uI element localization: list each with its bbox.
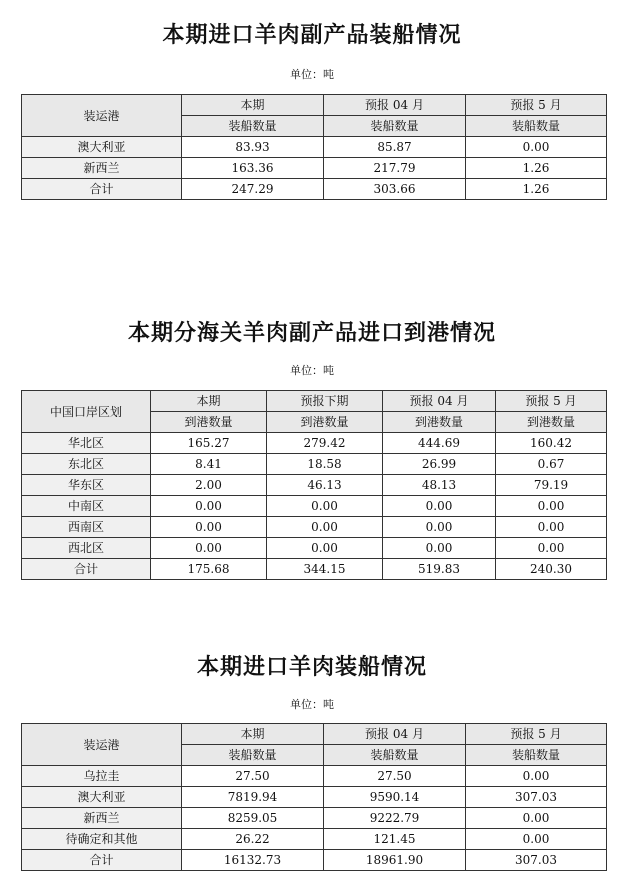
cell: 247.29 — [182, 179, 324, 200]
group-header: 本期 — [182, 724, 324, 745]
mutton-shipment-table — [21, 723, 607, 871]
section3-unit: 单位：吨 — [290, 698, 334, 711]
cell: 279.42 — [267, 433, 383, 454]
cell: 9222.79 — [324, 808, 466, 829]
cell: 0.00 — [496, 517, 607, 538]
cell: 0.00 — [466, 829, 607, 850]
cell: 83.93 — [182, 137, 324, 158]
cell: 27.50 — [182, 766, 324, 787]
row-label: 华东区 — [22, 475, 151, 496]
cell: 79.19 — [496, 475, 607, 496]
sub-header: 装船数量 — [324, 745, 466, 766]
table-row — [22, 137, 607, 158]
row-label: 华北区 — [22, 433, 151, 454]
row-label: 澳大利亚 — [22, 137, 182, 158]
table-row — [22, 454, 607, 475]
cell: 0.00 — [466, 766, 607, 787]
cell: 0.00 — [267, 538, 383, 559]
cell: 165.27 — [151, 433, 267, 454]
sub-header: 装船数量 — [182, 745, 324, 766]
cell: 18.58 — [267, 454, 383, 475]
cell: 2.00 — [151, 475, 267, 496]
group-header: 本期 — [182, 95, 324, 116]
group-header: 预报下期 — [267, 391, 383, 412]
cell: 240.30 — [496, 559, 607, 580]
cell: 26.99 — [383, 454, 496, 475]
cell: 27.50 — [324, 766, 466, 787]
row-label: 东北区 — [22, 454, 151, 475]
table-row — [22, 475, 607, 496]
cell: 26.22 — [182, 829, 324, 850]
arrival-by-customs-table — [21, 390, 607, 580]
sub-header: 装船数量 — [182, 116, 324, 137]
section2-unit: 单位：吨 — [290, 364, 334, 377]
corner-header: 装运港 — [22, 95, 182, 137]
group-header: 预报 04 月 — [383, 391, 496, 412]
table-row — [22, 496, 607, 517]
row-label: 新西兰 — [22, 808, 182, 829]
cell: 0.00 — [496, 538, 607, 559]
cell: 519.83 — [383, 559, 496, 580]
sub-header: 装船数量 — [466, 116, 607, 137]
group-header: 预报 04 月 — [324, 724, 466, 745]
row-label: 合计 — [22, 179, 182, 200]
cell: 303.66 — [324, 179, 466, 200]
table-row-total — [22, 850, 607, 871]
table-row — [22, 517, 607, 538]
table-header-row — [22, 724, 607, 745]
sub-header: 到港数量 — [496, 412, 607, 433]
cell: 1.26 — [466, 179, 607, 200]
table-row — [22, 158, 607, 179]
sub-header: 到港数量 — [151, 412, 267, 433]
cell: 0.00 — [466, 808, 607, 829]
section3-title: 本期进口羊肉装船情况 — [196, 655, 427, 680]
cell: 0.00 — [267, 517, 383, 538]
cell: 0.00 — [267, 496, 383, 517]
cell: 0.00 — [151, 538, 267, 559]
table-row — [22, 829, 607, 850]
sub-header: 到港数量 — [267, 412, 383, 433]
group-header: 预报 04 月 — [324, 95, 466, 116]
cell: 8.41 — [151, 454, 267, 475]
section1-title: 本期进口羊肉副产品装船情况 — [162, 23, 462, 48]
sub-header: 装船数量 — [324, 116, 466, 137]
sub-header: 装船数量 — [466, 745, 607, 766]
table-row — [22, 808, 607, 829]
cell: 18961.90 — [324, 850, 466, 871]
cell: 217.79 — [324, 158, 466, 179]
row-label: 待确定和其他 — [22, 829, 182, 850]
cell: 344.15 — [267, 559, 383, 580]
cell: 160.42 — [496, 433, 607, 454]
cell: 307.03 — [466, 850, 607, 871]
cell: 0.67 — [496, 454, 607, 475]
cell: 0.00 — [383, 496, 496, 517]
cell: 8259.05 — [182, 808, 324, 829]
row-label: 西南区 — [22, 517, 151, 538]
group-header: 预报 5 月 — [466, 95, 607, 116]
cell: 0.00 — [151, 496, 267, 517]
table-row — [22, 766, 607, 787]
row-label: 乌拉圭 — [22, 766, 182, 787]
cell: 0.00 — [383, 538, 496, 559]
corner-header: 装运港 — [22, 724, 182, 766]
row-label: 合计 — [22, 559, 151, 580]
cell: 0.00 — [151, 517, 267, 538]
table-row-total — [22, 179, 607, 200]
corner-header: 中国口岸区划 — [22, 391, 151, 433]
cell: 85.87 — [324, 137, 466, 158]
row-label: 新西兰 — [22, 158, 182, 179]
group-header: 本期 — [151, 391, 267, 412]
row-label: 中南区 — [22, 496, 151, 517]
section2-title: 本期分海关羊肉副产品进口到港情况 — [127, 321, 496, 346]
table-row — [22, 538, 607, 559]
cell: 1.26 — [466, 158, 607, 179]
cell: 175.68 — [151, 559, 267, 580]
table-row-total — [22, 559, 607, 580]
cell: 444.69 — [383, 433, 496, 454]
cell: 48.13 — [383, 475, 496, 496]
table-header-row — [22, 391, 607, 412]
cell: 307.03 — [466, 787, 607, 808]
table-row — [22, 433, 607, 454]
cell: 163.36 — [182, 158, 324, 179]
cell: 0.00 — [496, 496, 607, 517]
group-header: 预报 5 月 — [496, 391, 607, 412]
cell: 0.00 — [466, 137, 607, 158]
cell: 121.45 — [324, 829, 466, 850]
cell: 9590.14 — [324, 787, 466, 808]
table-header-row — [22, 95, 607, 116]
sub-header: 到港数量 — [383, 412, 496, 433]
cell: 0.00 — [383, 517, 496, 538]
row-label: 合计 — [22, 850, 182, 871]
group-header: 预报 5 月 — [466, 724, 607, 745]
section1-unit: 单位：吨 — [290, 68, 334, 81]
cell: 7819.94 — [182, 787, 324, 808]
row-label: 西北区 — [22, 538, 151, 559]
table-row — [22, 787, 607, 808]
shipment-byproduct-table — [21, 94, 607, 200]
cell: 46.13 — [267, 475, 383, 496]
row-label: 澳大利亚 — [22, 787, 182, 808]
cell: 16132.73 — [182, 850, 324, 871]
